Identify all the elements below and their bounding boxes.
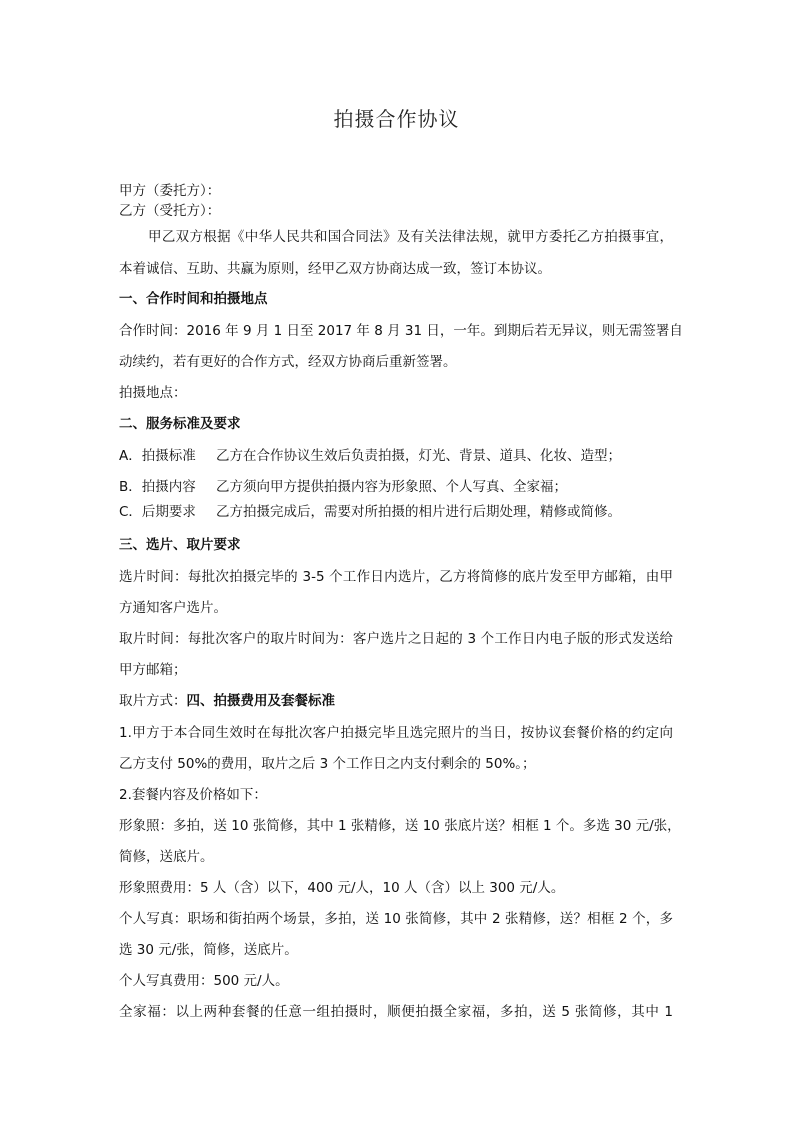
requirement-a-item — [119, 447, 621, 465]
image-photo-line-1: 形象照：多拍，送 10 张简修，其中 1 张精修，送 10 张底片送？相框 1 个。多选 30 元/张， — [119, 818, 681, 834]
pickup-method-line — [119, 692, 335, 710]
requirement-c-item — [119, 503, 621, 521]
section-3-heading: 三、选片、取片要求 — [119, 537, 241, 553]
payment-clause-line-1: 1.甲方于本合同生效时在每批次客户拍摄完毕且选完照片的当日，按协议套餐价格的约定向 — [119, 725, 673, 741]
intro-paragraph-line-2: 本着诚信、互助、共赢为原则，经甲乙双方协商达成一致，签订本协议。 — [119, 261, 551, 277]
intro-paragraph-line-1: 甲乙双方根据《中华人民共和国合同法》及有关法律法规，就甲方委托乙方拍摄事宜， — [148, 229, 673, 245]
cooperation-time-line-1: 合作时间：2016 年 9 月 1 日至 2017 年 8 月 31 日，一年。到期后若无异议，则无需签署自 — [119, 323, 683, 339]
pickup-time-line-2: 甲方邮箱； — [119, 662, 187, 678]
image-photo-fee-line: 形象照费用：5 人（含）以下，400 元/人，10 人（含）以上 300 元/人。 — [119, 880, 565, 896]
requirement-b-label: B．拍摄内容 — [119, 479, 196, 495]
family-photo-line-1: 全家福：以上两种套餐的任意一组拍摄时，顺便拍摄全家福，多拍，送 5 张简修，其中 1 — [119, 1004, 673, 1020]
personal-portrait-fee-line: 个人写真费用：500 元/人。 — [119, 973, 289, 989]
image-photo-line-2: 简修，送底片。 — [119, 849, 214, 865]
pickup-time-line-1: 取片时间：每批次客户的取片时间为：客户选片之日起的 3 个工作日内电子版的形式发送给 — [119, 631, 673, 647]
requirement-c-label: C．后期要求 — [119, 504, 196, 520]
payment-clause-line-2: 乙方支付 50%的费用，取片之后 3 个工作日之内支付剩余的 50%。； — [119, 756, 536, 772]
selection-time-line-2: 方通知客户选片。 — [119, 600, 227, 616]
personal-portrait-line-2: 选 30 元/张，简修，送底片。 — [119, 942, 298, 958]
requirement-b-text: 乙方须向甲方提供拍摄内容为形象照、个人写真、全家福； — [216, 479, 567, 495]
requirement-c-text: 乙方拍摄完成后，需要对所拍摄的相片进行后期处理，精修或简修。 — [216, 504, 621, 520]
party-a-line: 甲方（委托方）： — [119, 183, 221, 199]
section-2-heading: 二、服务标准及要求 — [119, 416, 241, 432]
pickup-method-label: 取片方式： — [119, 693, 187, 709]
section-4-heading: 四、拍摄费用及套餐标准 — [186, 693, 335, 709]
personal-portrait-line-1: 个人写真：职场和街拍两个场景，多拍，送 10 张简修，其中 2 张精修，送？相框 2 个，多 — [119, 911, 673, 927]
selection-time-line-1: 选片时间：每批次拍摄完毕的 3-5 个工作日内选片，乙方将简修的底片发至甲方邮箱，由甲 — [119, 569, 673, 585]
requirement-a-text: 乙方在合作协议生效后负责拍摄，灯光、背景、道具、化妆、造型； — [216, 448, 621, 464]
requirement-a-label: A．拍摄标准 — [119, 448, 196, 464]
document-title: 拍摄合作协议 — [333, 107, 460, 131]
section-1-heading: 一、合作时间和拍摄地点 — [119, 291, 268, 307]
cooperation-time-line-2: 动续约，若有更好的合作方式，经双方协商后重新签署。 — [119, 354, 457, 370]
party-b-line: 乙方（受托方）： — [119, 203, 221, 219]
requirement-b-item — [119, 478, 567, 496]
shooting-location-line: 拍摄地点： — [119, 385, 187, 401]
package-intro-line: 2.套餐内容及价格如下： — [119, 787, 267, 803]
